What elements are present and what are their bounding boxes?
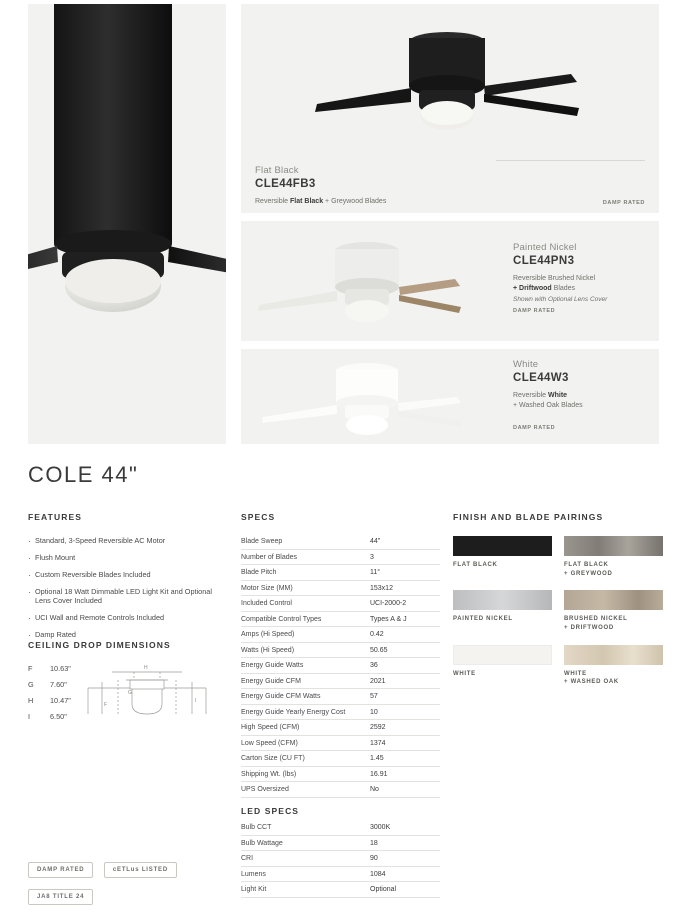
- table-row: [241, 674, 440, 690]
- certification-badges: [28, 858, 183, 912]
- dim-key: I: [28, 712, 31, 721]
- led-specs-table: [241, 820, 440, 898]
- specs-section: [241, 512, 441, 798]
- spec-label: Bulb Wattage: [241, 839, 283, 847]
- spec-value: 50.65: [370, 646, 388, 654]
- table-row: [241, 782, 440, 798]
- list-item: · Custom Reversible Blades Included: [28, 570, 223, 580]
- spec-value: 1.45: [370, 755, 384, 762]
- table-row: [241, 550, 440, 566]
- flat-black-fan-illustration: [28, 4, 226, 444]
- drop-dimensions-heading: CEILING DROP DIMENSIONS: [28, 640, 171, 650]
- spec-value: 3000K: [370, 824, 391, 831]
- swatch-cell: [564, 536, 663, 578]
- led-specs-heading: LED SPECS: [241, 806, 300, 816]
- diagram-label-g: G: [128, 690, 132, 696]
- spec-label: UPS Oversized: [241, 786, 289, 793]
- spec-value: 153x12: [370, 584, 393, 592]
- swatch-label-line2: + WASHED OAK: [564, 679, 619, 686]
- variant-sku: CLE44FB3: [255, 178, 316, 190]
- specs-heading: SPECS: [241, 512, 276, 522]
- desc-bold: Flat Black: [290, 198, 324, 205]
- dim-key: G: [28, 680, 34, 689]
- damp-rated-tag: DAMP RATED: [602, 200, 645, 206]
- variant-note: Shown with Optional Lens Cover: [513, 296, 608, 304]
- table-row: [241, 596, 440, 612]
- spec-label: CRI: [241, 855, 254, 862]
- finish-blade-pairings-section: [453, 512, 663, 699]
- spec-value: 3: [370, 553, 374, 561]
- spec-value: 2592: [370, 724, 386, 731]
- spec-label: Energy Guide CFM Watts: [241, 693, 321, 700]
- desc-pre: Reversible: [513, 392, 549, 399]
- features-heading: FEATURES: [28, 512, 82, 522]
- table-row: [241, 836, 440, 852]
- spec-value: 0.42: [370, 631, 384, 638]
- features-list: [28, 536, 223, 640]
- dim-value: 7.60": [50, 680, 67, 689]
- painted-nickel-variant-illustration: [241, 221, 501, 341]
- features-section: [28, 512, 223, 647]
- swatch-label-line2: + DRIFTWOOD: [564, 625, 614, 632]
- table-row: [241, 627, 440, 643]
- swatch-label: [453, 670, 552, 679]
- list-item: · Optional 18 Watt Dimmable LED Light Kit and Optional Lens Cover Included: [28, 587, 223, 607]
- ceiling-drop-diagram: [82, 658, 212, 726]
- variant-sku: CLE44W3: [513, 372, 569, 384]
- spec-label: High Speed (CFM): [241, 724, 300, 731]
- diagram-label-f: F: [104, 702, 108, 708]
- white-variant-illustration: [241, 349, 501, 444]
- swatch-label: [564, 670, 663, 687]
- swatch-label-line1: WHITE: [564, 670, 587, 677]
- swatch-label: [564, 561, 663, 578]
- spec-value: UCI-2000-2: [370, 600, 407, 607]
- swatch-cell: [453, 645, 552, 687]
- list-item: · Damp Rated: [28, 630, 223, 640]
- table-row: [241, 820, 440, 836]
- table-row: [241, 581, 440, 597]
- spec-label: Number of Blades: [241, 553, 298, 561]
- variant-name: Flat Black: [255, 165, 299, 176]
- dim-value: 10.63": [50, 664, 71, 673]
- spec-label: Watts (Hi Speed): [241, 646, 295, 654]
- spec-value: 16.91: [370, 770, 388, 778]
- spec-value: 90: [370, 855, 378, 862]
- table-row: [241, 736, 440, 752]
- table-row: [241, 658, 440, 674]
- swatch-white: [453, 645, 552, 665]
- swatch-label-line1: PAINTED NICKEL: [453, 616, 513, 623]
- variant-description: [513, 391, 583, 411]
- swatch-label-line1: FLAT BLACK: [564, 562, 609, 568]
- spec-label: Blade Sweep: [241, 538, 283, 545]
- swatch-label-line1: FLAT BLACK: [453, 562, 498, 568]
- damp-rated-tag: DAMP RATED: [513, 308, 556, 315]
- swatch-grid: [453, 536, 663, 699]
- table-row: [241, 534, 440, 550]
- spec-label: Included Control: [241, 600, 292, 607]
- spec-value: 57: [370, 693, 378, 700]
- desc-post: + Greywood Blades: [323, 198, 387, 205]
- spec-value: 10: [370, 708, 378, 716]
- spec-label: Blade Pitch: [241, 569, 277, 576]
- table-row: [241, 705, 440, 721]
- spec-label: Lumens: [241, 870, 266, 878]
- swatch-brushed-nickel-driftwood: [564, 590, 663, 610]
- list-item: · Standard, 3-Speed Reversible AC Motor: [28, 536, 223, 546]
- spec-value: 11°: [370, 569, 381, 576]
- dim-key: H: [28, 696, 34, 705]
- variant-description: [513, 274, 607, 294]
- spec-value: 36: [370, 662, 378, 669]
- swatch-label: [453, 615, 552, 624]
- divider: [496, 160, 645, 161]
- hero-product-image: [28, 4, 226, 444]
- page-title: COLE 44": [28, 462, 139, 487]
- swatch-label-line2: + GREYWOOD: [564, 570, 613, 577]
- swatch-flat-black: [453, 536, 552, 556]
- table-row: [241, 565, 440, 581]
- spec-label: Motor Size (MM): [241, 584, 293, 592]
- dim-value: 10.47": [50, 696, 71, 705]
- dim-value: 6.50": [50, 712, 67, 721]
- flat-black-variant-illustration: [241, 8, 659, 158]
- status-badge: cETLus LISTED: [104, 862, 177, 878]
- variant-description: [255, 197, 386, 207]
- list-item: · Flush Mount: [28, 553, 223, 563]
- spec-value: 18: [370, 839, 378, 847]
- swatch-painted-nickel: [453, 590, 552, 610]
- swatch-white-washed-oak: [564, 645, 663, 665]
- table-row: [241, 612, 440, 628]
- variant-sku: CLE44PN3: [513, 255, 575, 267]
- swatch-label: [453, 561, 552, 570]
- table-row: [241, 689, 440, 705]
- table-row: [241, 751, 440, 767]
- table-row: [241, 882, 440, 898]
- table-row: [241, 867, 440, 883]
- desc-post: Blades: [551, 285, 576, 293]
- spec-value: 44": [370, 538, 381, 545]
- swatch-cell: [564, 645, 663, 687]
- desc-post: + Washed Oak Blades: [513, 402, 583, 410]
- table-row: [241, 643, 440, 659]
- spec-label: Low Speed (CFM): [241, 739, 298, 747]
- spec-label: Bulb CCT: [241, 824, 272, 831]
- desc-bold: + Driftwood: [513, 285, 552, 293]
- dim-key: F: [28, 664, 33, 673]
- damp-rated-tag: DAMP RATED: [513, 425, 556, 432]
- swatch-cell: [564, 590, 663, 632]
- list-item: · UCI Wall and Remote Controls Included: [28, 613, 223, 623]
- spec-label: Energy Guide Yearly Energy Cost: [241, 708, 346, 716]
- desc-pre: Reversible Brushed Nickel: [513, 275, 596, 282]
- variant-card-painted-nickel: [241, 221, 659, 341]
- specs-table: [241, 534, 440, 798]
- variant-name: White: [513, 359, 539, 370]
- swatch-flat-black-greywood: [564, 536, 663, 556]
- spec-label: Light Kit: [241, 886, 267, 893]
- variant-card-flat-black: [241, 4, 659, 213]
- spec-value: Optional: [370, 886, 397, 893]
- swatch-cell: [453, 536, 552, 578]
- desc-pre: Reversible: [255, 198, 291, 205]
- swatch-label-line1: WHITE: [453, 670, 476, 677]
- swatch-label-line1: BRUSHED NICKEL: [564, 616, 628, 623]
- spec-value: 2021: [370, 677, 386, 685]
- spec-label: Energy Guide CFM: [241, 677, 301, 685]
- variant-name: Painted Nickel: [513, 242, 577, 253]
- spec-label: Carton Size (CU FT): [241, 755, 305, 762]
- swatch-cell: [453, 590, 552, 632]
- spec-label: Shipping Wt. (lbs): [241, 770, 297, 778]
- desc-bold: White: [548, 392, 568, 399]
- status-badge: DAMP RATED: [28, 862, 93, 878]
- spec-value: No: [370, 786, 379, 793]
- spec-label: Amps (Hi Speed): [241, 631, 295, 638]
- pairings-heading: FINISH AND BLADE PAIRINGS: [453, 512, 604, 522]
- spec-value: 1374: [370, 739, 386, 747]
- swatch-label: [564, 615, 663, 632]
- spec-value: Types A & J: [370, 615, 407, 623]
- table-row: [241, 767, 440, 783]
- spec-label: Compatible Control Types: [241, 615, 322, 623]
- diagram-label-h: H: [144, 665, 148, 671]
- spec-label: Energy Guide Watts: [241, 662, 304, 669]
- table-row: [241, 851, 440, 867]
- table-row: [241, 720, 440, 736]
- diagram-label-i: I: [195, 698, 197, 704]
- spec-value: 1084: [370, 870, 386, 878]
- status-badge: JA8 TITLE 24: [28, 889, 93, 905]
- variant-card-white: [241, 349, 659, 444]
